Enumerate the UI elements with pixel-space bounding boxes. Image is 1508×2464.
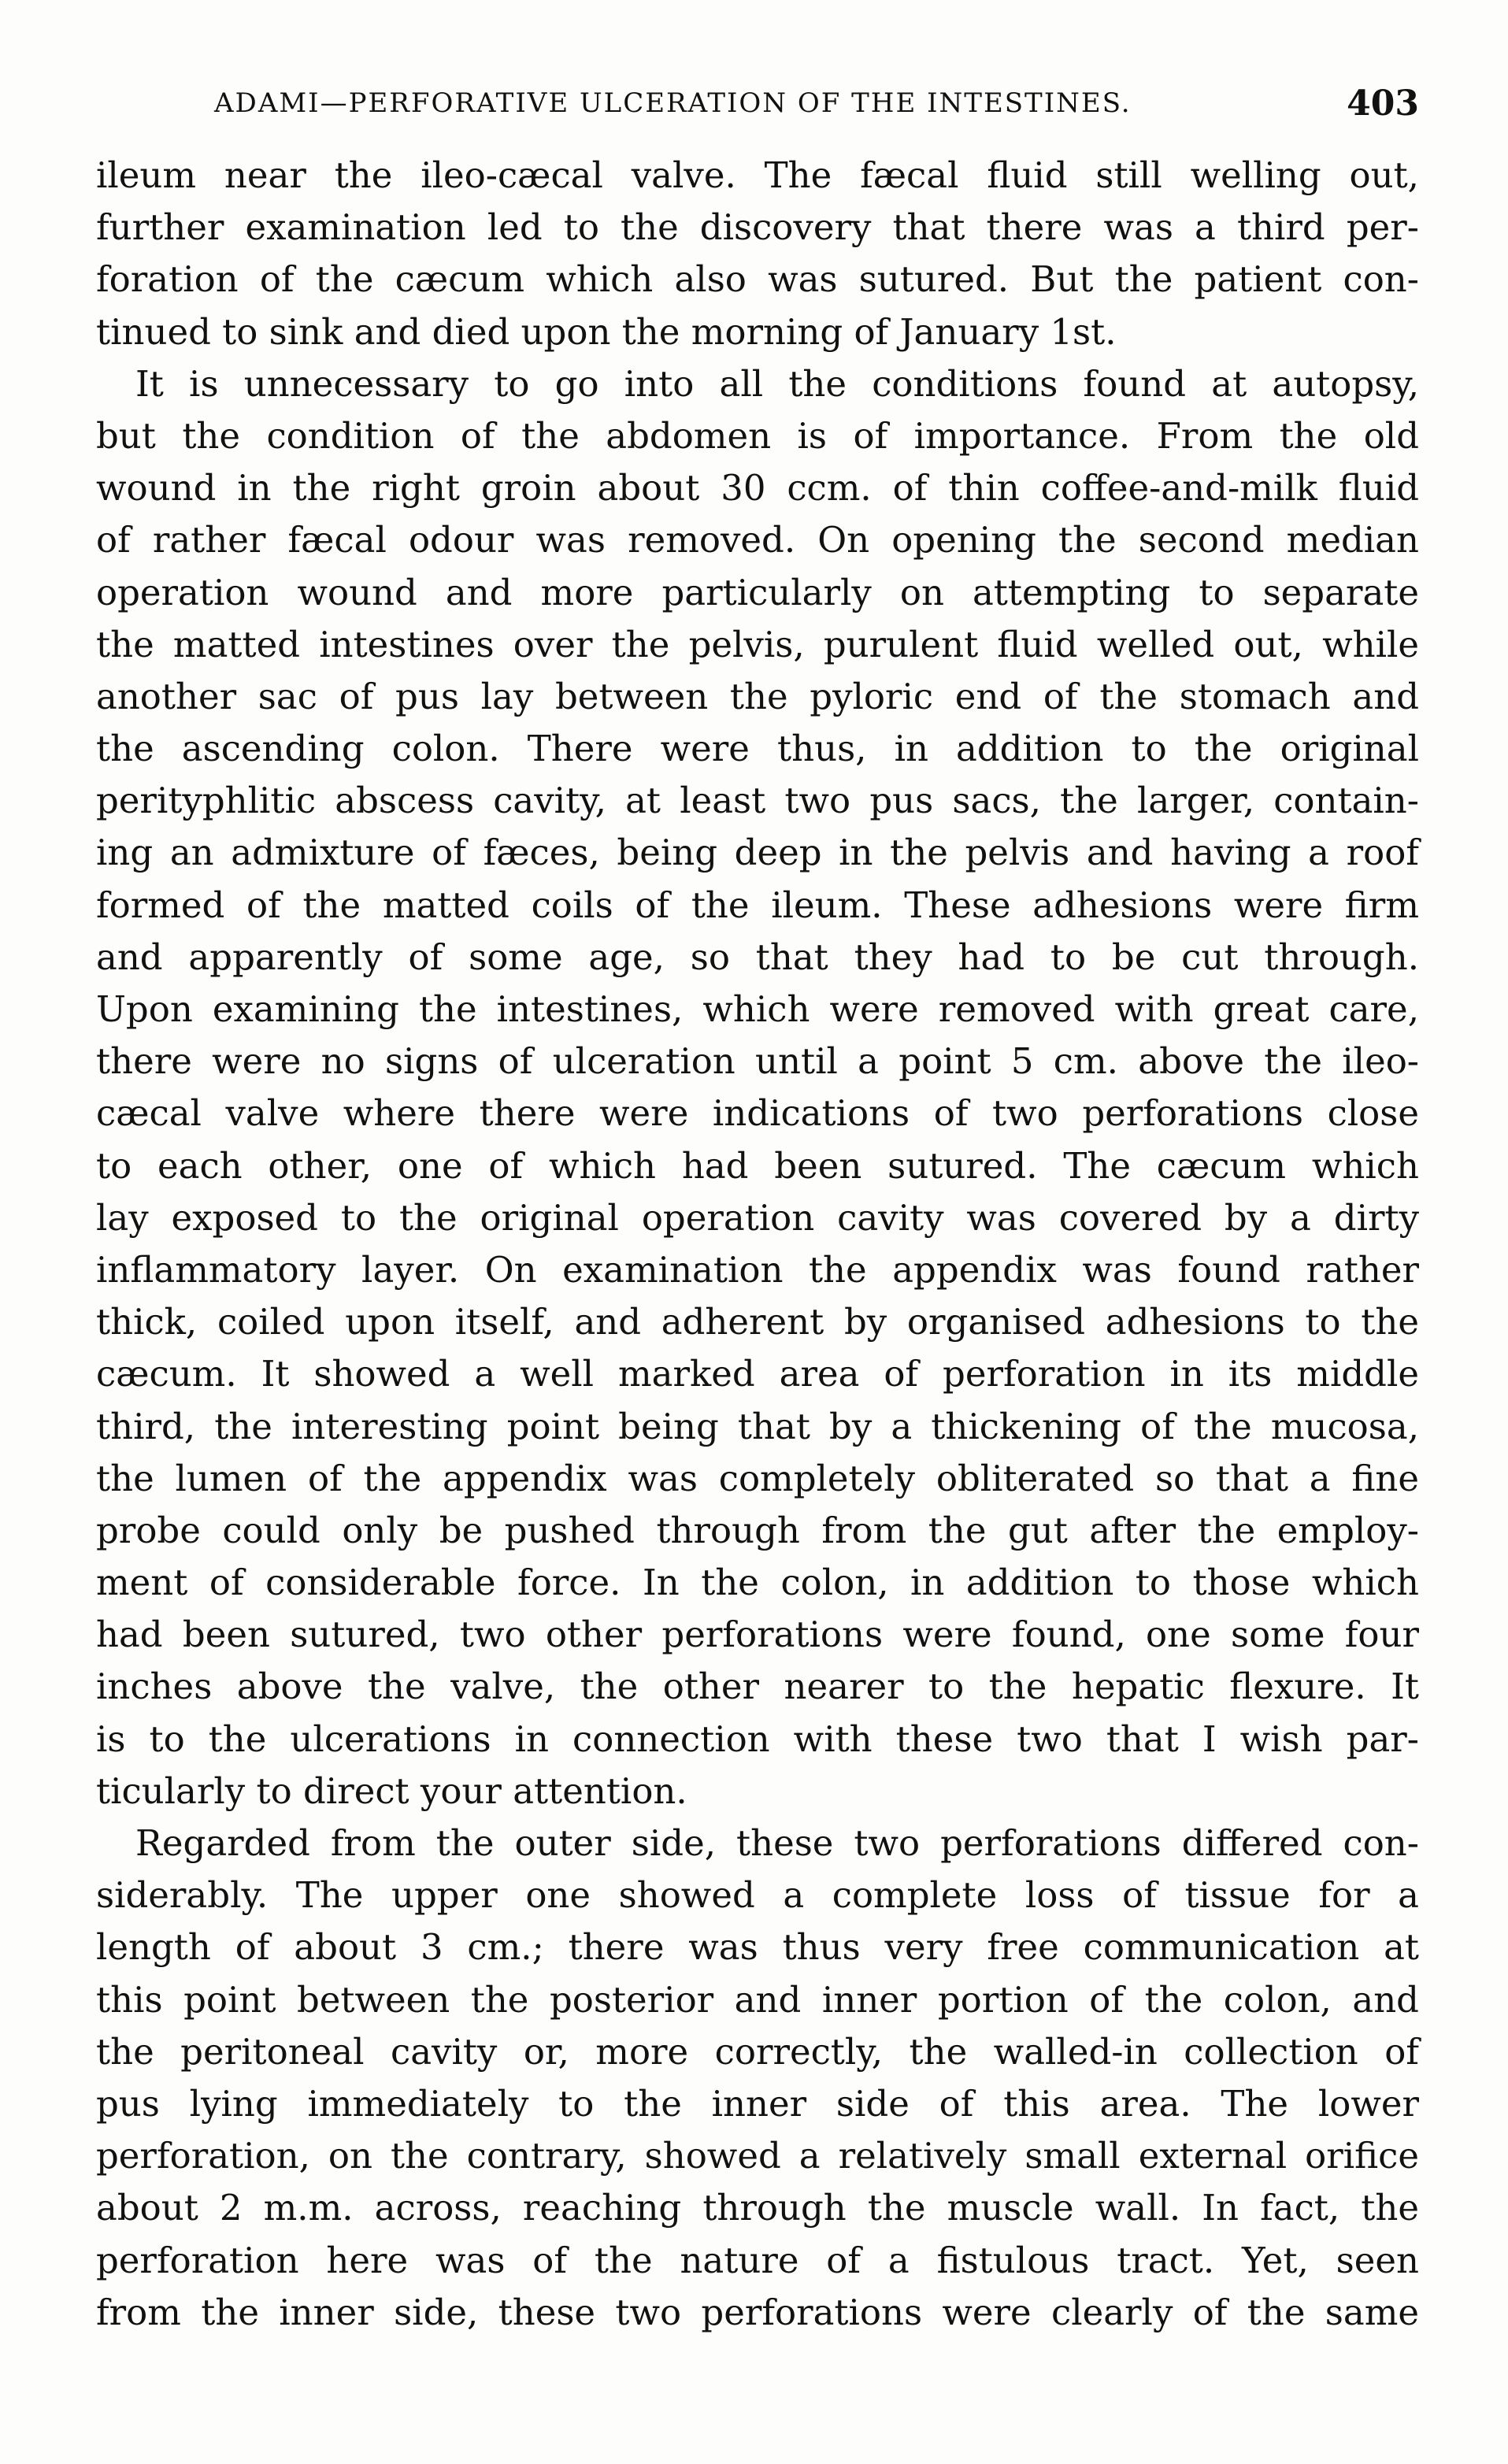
paragraph-2 [96, 358, 1419, 1817]
paragraph-3 [96, 1817, 1419, 2339]
text-line: perforation here was of the nature of a fistulous tract. Yet, seen [96, 2239, 1419, 2281]
text-line: ticularly to direct your attention. [96, 1769, 687, 1812]
text-line: of rather fæcal odour was removed. On opening the second median [96, 519, 1419, 561]
text-line: another sac of pus lay between the pyloric end of the stomach and [96, 675, 1419, 717]
text-line: siderably. The upper one showed a complete loss of tissue for a [96, 1874, 1419, 1917]
text-line: perforation, on the contrary, showed a relatively small external orifice [96, 2135, 1419, 2177]
text-line: operation wound and more particularly on attempting to separate [96, 571, 1419, 613]
text-line: about 2 m.m. across, reaching through the muscle wall. In fact, the [96, 2187, 1419, 2229]
body-text [96, 150, 1419, 2339]
text-line: the matted intestines over the pelvis, purulent fluid welled out, while [96, 623, 1419, 665]
text-line: wound in the right groin about 30 ccm. of thin coffee-and-milk fluid [96, 467, 1419, 509]
text-line: Regarded from the outer side, these two perforations differed con- [135, 1822, 1419, 1864]
text-line: pus lying immediately to the inner side of this area. The lower [96, 2082, 1419, 2125]
text-line: the peritoneal cavity or, more correctly, the walled-in collection of [96, 2030, 1419, 2073]
text-line: thick, coiled upon itself, and adherent by organised adhesions to the [96, 1301, 1419, 1343]
text-line: third, the interesting point being that by a thickening of the mucosa, [96, 1405, 1419, 1447]
text-line: perityphlitic abscess cavity, at least two pus sacs, the larger, contain- [96, 780, 1419, 822]
text-line: ment of considerable force. In the colon, in addition to those which [96, 1562, 1419, 1604]
text-line: ileum near the ileo-cæcal valve. The fæcal fluid still welling out, [96, 154, 1419, 196]
text-line: It is unnecessary to go into all the conditions found at autopsy, [135, 362, 1419, 405]
text-line: inches above the valve, the other nearer to the hepatic flexure. It [96, 1666, 1419, 1708]
text-line: the ascending colon. There were thus, in addition to the original [96, 728, 1419, 770]
text-line: inflammatory layer. On examination the appendix was found rather [96, 1248, 1419, 1291]
text-line: cæcal valve where there were indications of two perforations close [96, 1092, 1419, 1135]
page-number: 403 [1347, 83, 1419, 124]
running-title: ADAMI—PERFORATIVE ULCERATION OF THE INTESTINES. [214, 87, 1132, 119]
text-line: probe could only be pushed through from the gut after the employ- [96, 1509, 1419, 1551]
text-line: formed of the matted coils of the ileum. These adhesions were firm [96, 884, 1419, 926]
text-line: had been sutured, two other perforations were found, one some four [96, 1614, 1419, 1656]
text-line: and apparently of some age, so that they had to be cut through. [96, 936, 1419, 978]
text-line: to each other, one of which had been sutured. The cæcum which [96, 1144, 1419, 1187]
paragraph-1 [96, 150, 1419, 358]
text-line: lay exposed to the original operation cavity was covered by a dirty [96, 1196, 1419, 1239]
text-line: the lumen of the appendix was completely obliterated so that a fine [96, 1457, 1419, 1499]
text-line: is to the ulcerations in connection with these two that I wish par- [96, 1717, 1419, 1760]
text-line: cæcum. It showed a well marked area of perforation in its middle [96, 1353, 1419, 1395]
text-line: length of about 3 cm.; there was thus very free communication at [96, 1926, 1419, 1969]
text-line: foration of the cæcum which also was sutured. But the patient con- [96, 258, 1419, 301]
text-line: further examination led to the discovery that there was a third per- [96, 206, 1419, 249]
text-line: but the condition of the abdomen is of importance. From the old [96, 414, 1419, 457]
text-line: from the inner side, these two perforations were clearly of the same [96, 2291, 1419, 2333]
running-head [96, 76, 1419, 131]
text-line: Upon examining the intestines, which were removed with great care, [96, 988, 1419, 1030]
text-line: there were no signs of ulceration until a point 5 cm. above the ileo- [96, 1040, 1419, 1083]
text-line: tinued to sink and died upon the morning of January 1st. [96, 310, 1117, 353]
text-line: this point between the posterior and inner portion of the colon, and [96, 1978, 1419, 2021]
text-line: ing an admixture of fæces, being deep in the pelvis and having a roof [96, 832, 1419, 874]
